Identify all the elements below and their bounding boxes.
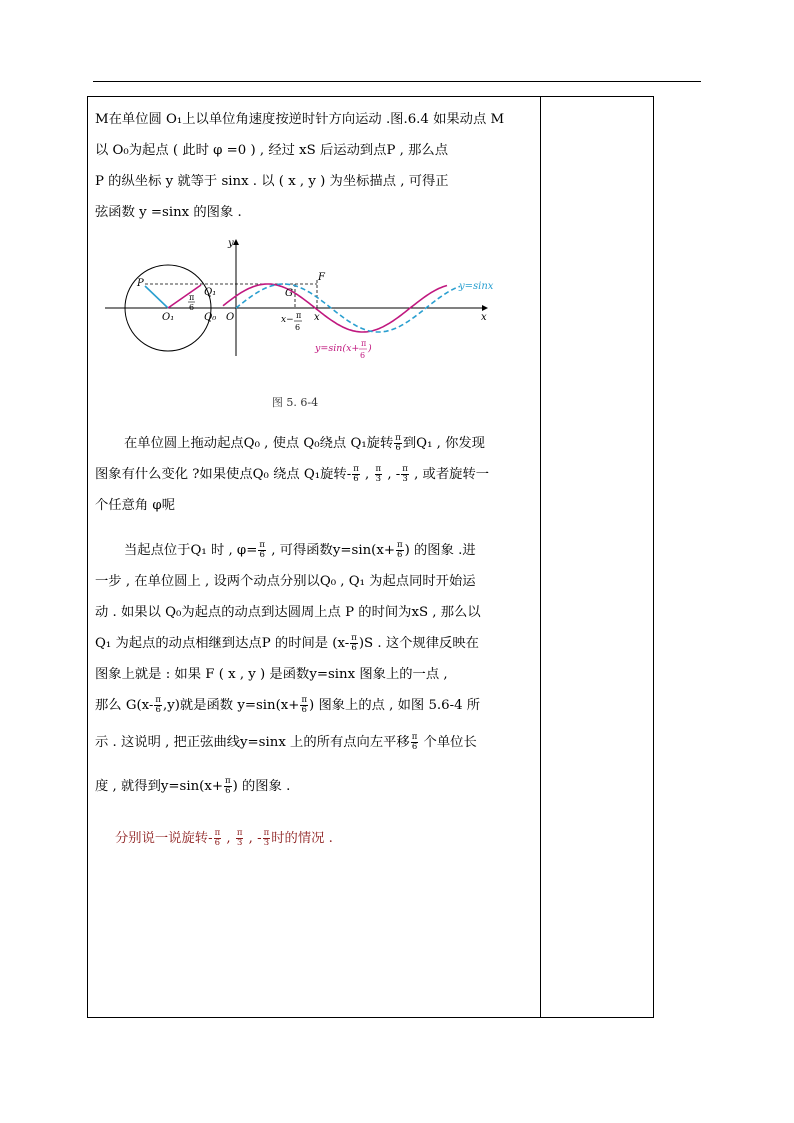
para3-line4: Q₁ 为起点的动点相继到达点P 的时间是 (x- $\frac{\pi}{6}$ )S . 这个规律反映在 <box>95 633 479 653</box>
label-Q1: Q₁ <box>204 287 217 298</box>
label-O1: O₁ <box>162 312 175 323</box>
radius-P <box>145 286 168 308</box>
fraction: $\frac{\pi}{6}$ <box>396 540 403 560</box>
angle-num: π <box>189 293 195 302</box>
shift-num: π <box>296 311 302 320</box>
para3-line2: 一步 , 在单位圆上 , 设两个动点分别以Q₀ , Q₁ 为起点同时开始运 <box>95 574 476 589</box>
label-P: P <box>137 278 144 289</box>
fraction: $\frac{\pi}{6}$ <box>301 695 308 715</box>
fraction: $\frac{\pi}{3}$ <box>375 464 382 484</box>
para3-line7: 示 . 这说明 , 把正弦曲线y=sinx 上的所有点向左平移 $\frac{\pi}{6}$ 个单位长 <box>95 732 477 752</box>
shifted-den: 6 <box>360 351 366 360</box>
para2-line2: 图象有什么变化 ?如果使点Q₀ 绕点 Q₁旋转- $\frac{\pi}{6}$ , $\frac{\pi}{3}$ , - $\frac{\pi}{3}$ , 或者旋转一 <box>95 464 490 484</box>
fraction: $\frac{\pi}{6}$ <box>214 828 221 848</box>
fraction: $\frac{\pi}{3}$ <box>236 828 243 848</box>
label-Q0: Q₀ <box>204 312 217 323</box>
label-G: G <box>285 288 293 299</box>
para3-line5: 图象上就是 : 如果 F ( x , y ) 是函数y=sinx 图象上的一点 , <box>95 667 448 682</box>
figure-caption: 图 5. 6-4 <box>271 396 319 409</box>
para3-line6: 那么 G(x- $\frac{\pi}{6}$ ,y)就是函数 y=sin(x+ $\frac{\pi}{6}$ ) 图象上的点 , 如图 5.6-4 所 <box>95 695 481 715</box>
table-column-divider <box>540 96 541 1018</box>
label-F: F <box>318 272 325 283</box>
label-O: O <box>226 312 235 323</box>
sine-figure <box>95 236 535 409</box>
shift-label: x− <box>281 315 294 325</box>
shifted-close: ) <box>368 343 372 354</box>
angle-den: 6 <box>189 303 195 312</box>
para1-line3: P 的纵坐标 y 就等于 sinx . 以 ( x , y ) 为坐标描点 , 可得正 <box>95 174 449 189</box>
fraction: $\frac{\pi}{6}$ <box>353 464 359 484</box>
radius-Q1 <box>168 285 201 308</box>
header-rule <box>93 81 701 82</box>
label-x-tick: x <box>314 312 320 323</box>
fraction: $\frac{\pi}{6}$ <box>411 732 418 752</box>
para1-line1: M在单位圆 O₁上以单位角速度按逆时针方向运动 .图.6.4 如果动点 M <box>95 112 505 127</box>
fraction: $\frac{\pi}{6}$ <box>155 695 161 715</box>
para3-line8: 度 , 就得到y=sin(x+ $\frac{\pi}{6}$ ) 的图象 . <box>95 776 291 796</box>
fraction: $\frac{\pi}{6}$ <box>225 776 231 796</box>
fraction: $\frac{\pi}{3}$ <box>263 828 270 848</box>
sine-figure-svg <box>95 236 515 386</box>
fraction: $\frac{\pi}{6}$ <box>351 633 357 653</box>
shift-den: 6 <box>295 323 301 332</box>
fraction: $\frac{\pi}{6}$ <box>259 540 265 560</box>
para1-line2: 以 O₀为起点 ( 此时 φ =0 ) , 经过 xS 后运动到点P , 那么点 <box>95 143 448 158</box>
main-cell <box>95 104 535 854</box>
para2-line1: 在单位圆上拖动起点Q₀ , 使点 Q₀绕点 Q₁旋转 $\frac{\pi}{6}$ 到Q₁ , 你发现 <box>124 433 485 453</box>
para2-line3: 个任意角 φ呢 <box>95 498 176 513</box>
label-x-axis: x <box>481 312 487 323</box>
sin-label: y=sinx <box>459 281 494 292</box>
para3-line1: 当起点位于Q₁ 时 , φ= $\frac{\pi}{6}$ , 可得函数y=sin(x+ $\frac{\pi}{6}$ ) 的图象 .进 <box>124 540 476 560</box>
discussion-note: 分别说一说旋转- $\frac{\pi}{6}$ , $\frac{\pi}{3}$ , - $\frac{\pi}{3}$ 时的情况 . <box>115 828 333 848</box>
fraction: $\frac{\pi}{3}$ <box>402 464 408 484</box>
shifted-label: y=sin(x+ <box>315 343 360 354</box>
fraction: $\frac{\pi}{6}$ <box>395 433 401 453</box>
shifted-num: π <box>361 339 367 348</box>
para3-line3: 动 . 如果以 Q₀为起点的动点到达圆周上点 P 的时间为xS , 那么以 <box>95 605 481 620</box>
label-y-axis: y <box>228 238 234 249</box>
para1-line4: 弦函数 y =sinx 的图象 . <box>95 205 242 220</box>
